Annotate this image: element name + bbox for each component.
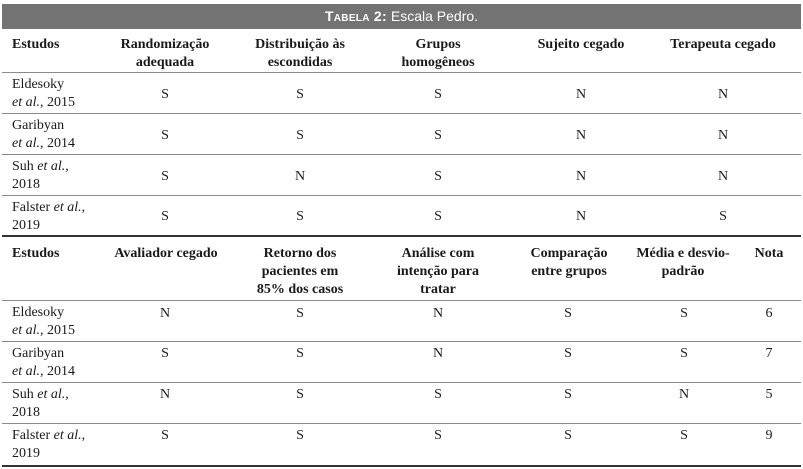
- t1-header-distribuicao: Distribuição às escondidas: [255, 37, 345, 70]
- t2-header-analise: Análise com intenção para tratar: [396, 246, 480, 297]
- cell-value: S: [296, 387, 304, 402]
- section-rule: [2, 235, 801, 237]
- cell-value: S: [434, 209, 442, 224]
- cell-value: N: [294, 169, 306, 184]
- cell-value: S: [564, 346, 572, 361]
- cell-value: N: [717, 169, 729, 184]
- cell-value: N: [159, 387, 171, 402]
- score-value: 6: [765, 306, 773, 321]
- cell-value: S: [161, 128, 169, 143]
- cell-value: S: [296, 428, 304, 443]
- cell-value: S: [161, 87, 169, 102]
- cell-value: N: [432, 346, 444, 361]
- cell-value: S: [296, 87, 304, 102]
- cell-value: N: [159, 306, 171, 321]
- row-rule: [2, 195, 801, 196]
- row-rule: [2, 113, 801, 114]
- study-name: Garibyan et al., 2014: [12, 118, 75, 151]
- cell-value: S: [434, 387, 442, 402]
- t1-header-terapeuta: Terapeuta cegado: [670, 37, 776, 52]
- cell-value: S: [564, 428, 572, 443]
- row-rule: [2, 154, 801, 155]
- cell-value: S: [719, 209, 727, 224]
- score-value: 9: [765, 428, 773, 443]
- cell-value: N: [432, 306, 444, 321]
- t1-header-rule: [2, 72, 801, 73]
- cell-value: S: [296, 346, 304, 361]
- study-name: Falster et al., 2019: [12, 200, 86, 233]
- cell-value: N: [678, 387, 690, 402]
- cell-value: S: [564, 387, 572, 402]
- cell-value: S: [161, 428, 169, 443]
- study-name: Garibyan et al., 2014: [12, 346, 75, 379]
- cell-value: S: [680, 428, 688, 443]
- study-name: Suh et al., 2018: [12, 159, 69, 192]
- t1-header-grupos: Grupos homogêneos: [401, 37, 475, 70]
- t2-header-comparacao: Comparação entre grupos: [530, 246, 608, 279]
- cell-value: N: [575, 169, 587, 184]
- t2-header-estudos: Estudos: [12, 246, 60, 261]
- cell-value: N: [717, 87, 729, 102]
- t2-header-nota: Nota: [754, 246, 784, 261]
- t2-header-retorno: Retorno dos pacientes em 85% dos casos: [256, 246, 344, 297]
- cell-value: S: [680, 346, 688, 361]
- row-rule: [2, 423, 801, 424]
- cell-value: S: [296, 306, 304, 321]
- study-name: Eldesoky et al., 2015: [12, 305, 75, 338]
- caption-text: Escala Pedro.: [390, 8, 479, 24]
- t2-header-avaliador: Avaliador cegado: [114, 246, 218, 261]
- study-name: Suh et al., 2018: [12, 387, 69, 420]
- score-value: 5: [765, 387, 773, 402]
- cell-value: S: [434, 428, 442, 443]
- t2-header-rule: [2, 300, 801, 301]
- cell-value: N: [575, 87, 587, 102]
- study-name: Falster et al., 2019: [12, 428, 86, 461]
- t2-header-media: Média e desvio-padrão: [636, 246, 730, 279]
- t1-header-sujeito: Sujeito cegado: [537, 37, 625, 52]
- table-caption: [2, 4, 801, 29]
- cell-value: S: [434, 87, 442, 102]
- cell-value: N: [575, 128, 587, 143]
- cell-value: S: [161, 346, 169, 361]
- caption-label: Tabela 2:: [324, 8, 387, 24]
- cell-value: S: [296, 209, 304, 224]
- cell-value: S: [161, 209, 169, 224]
- cell-value: S: [564, 306, 572, 321]
- t1-header-randomizacao: Randomização adequada: [120, 37, 210, 70]
- score-value: 7: [765, 346, 773, 361]
- cell-value: N: [717, 128, 729, 143]
- t1-header-estudos: Estudos: [12, 37, 60, 52]
- row-rule: [2, 341, 801, 342]
- row-rule: [2, 382, 801, 383]
- study-name: Eldesoky et al., 2015: [12, 77, 75, 110]
- bottom-rule: [2, 465, 801, 467]
- cell-value: S: [680, 306, 688, 321]
- cell-value: S: [434, 128, 442, 143]
- cell-value: S: [296, 128, 304, 143]
- cell-value: S: [161, 169, 169, 184]
- cell-value: N: [575, 209, 587, 224]
- cell-value: S: [434, 169, 442, 184]
